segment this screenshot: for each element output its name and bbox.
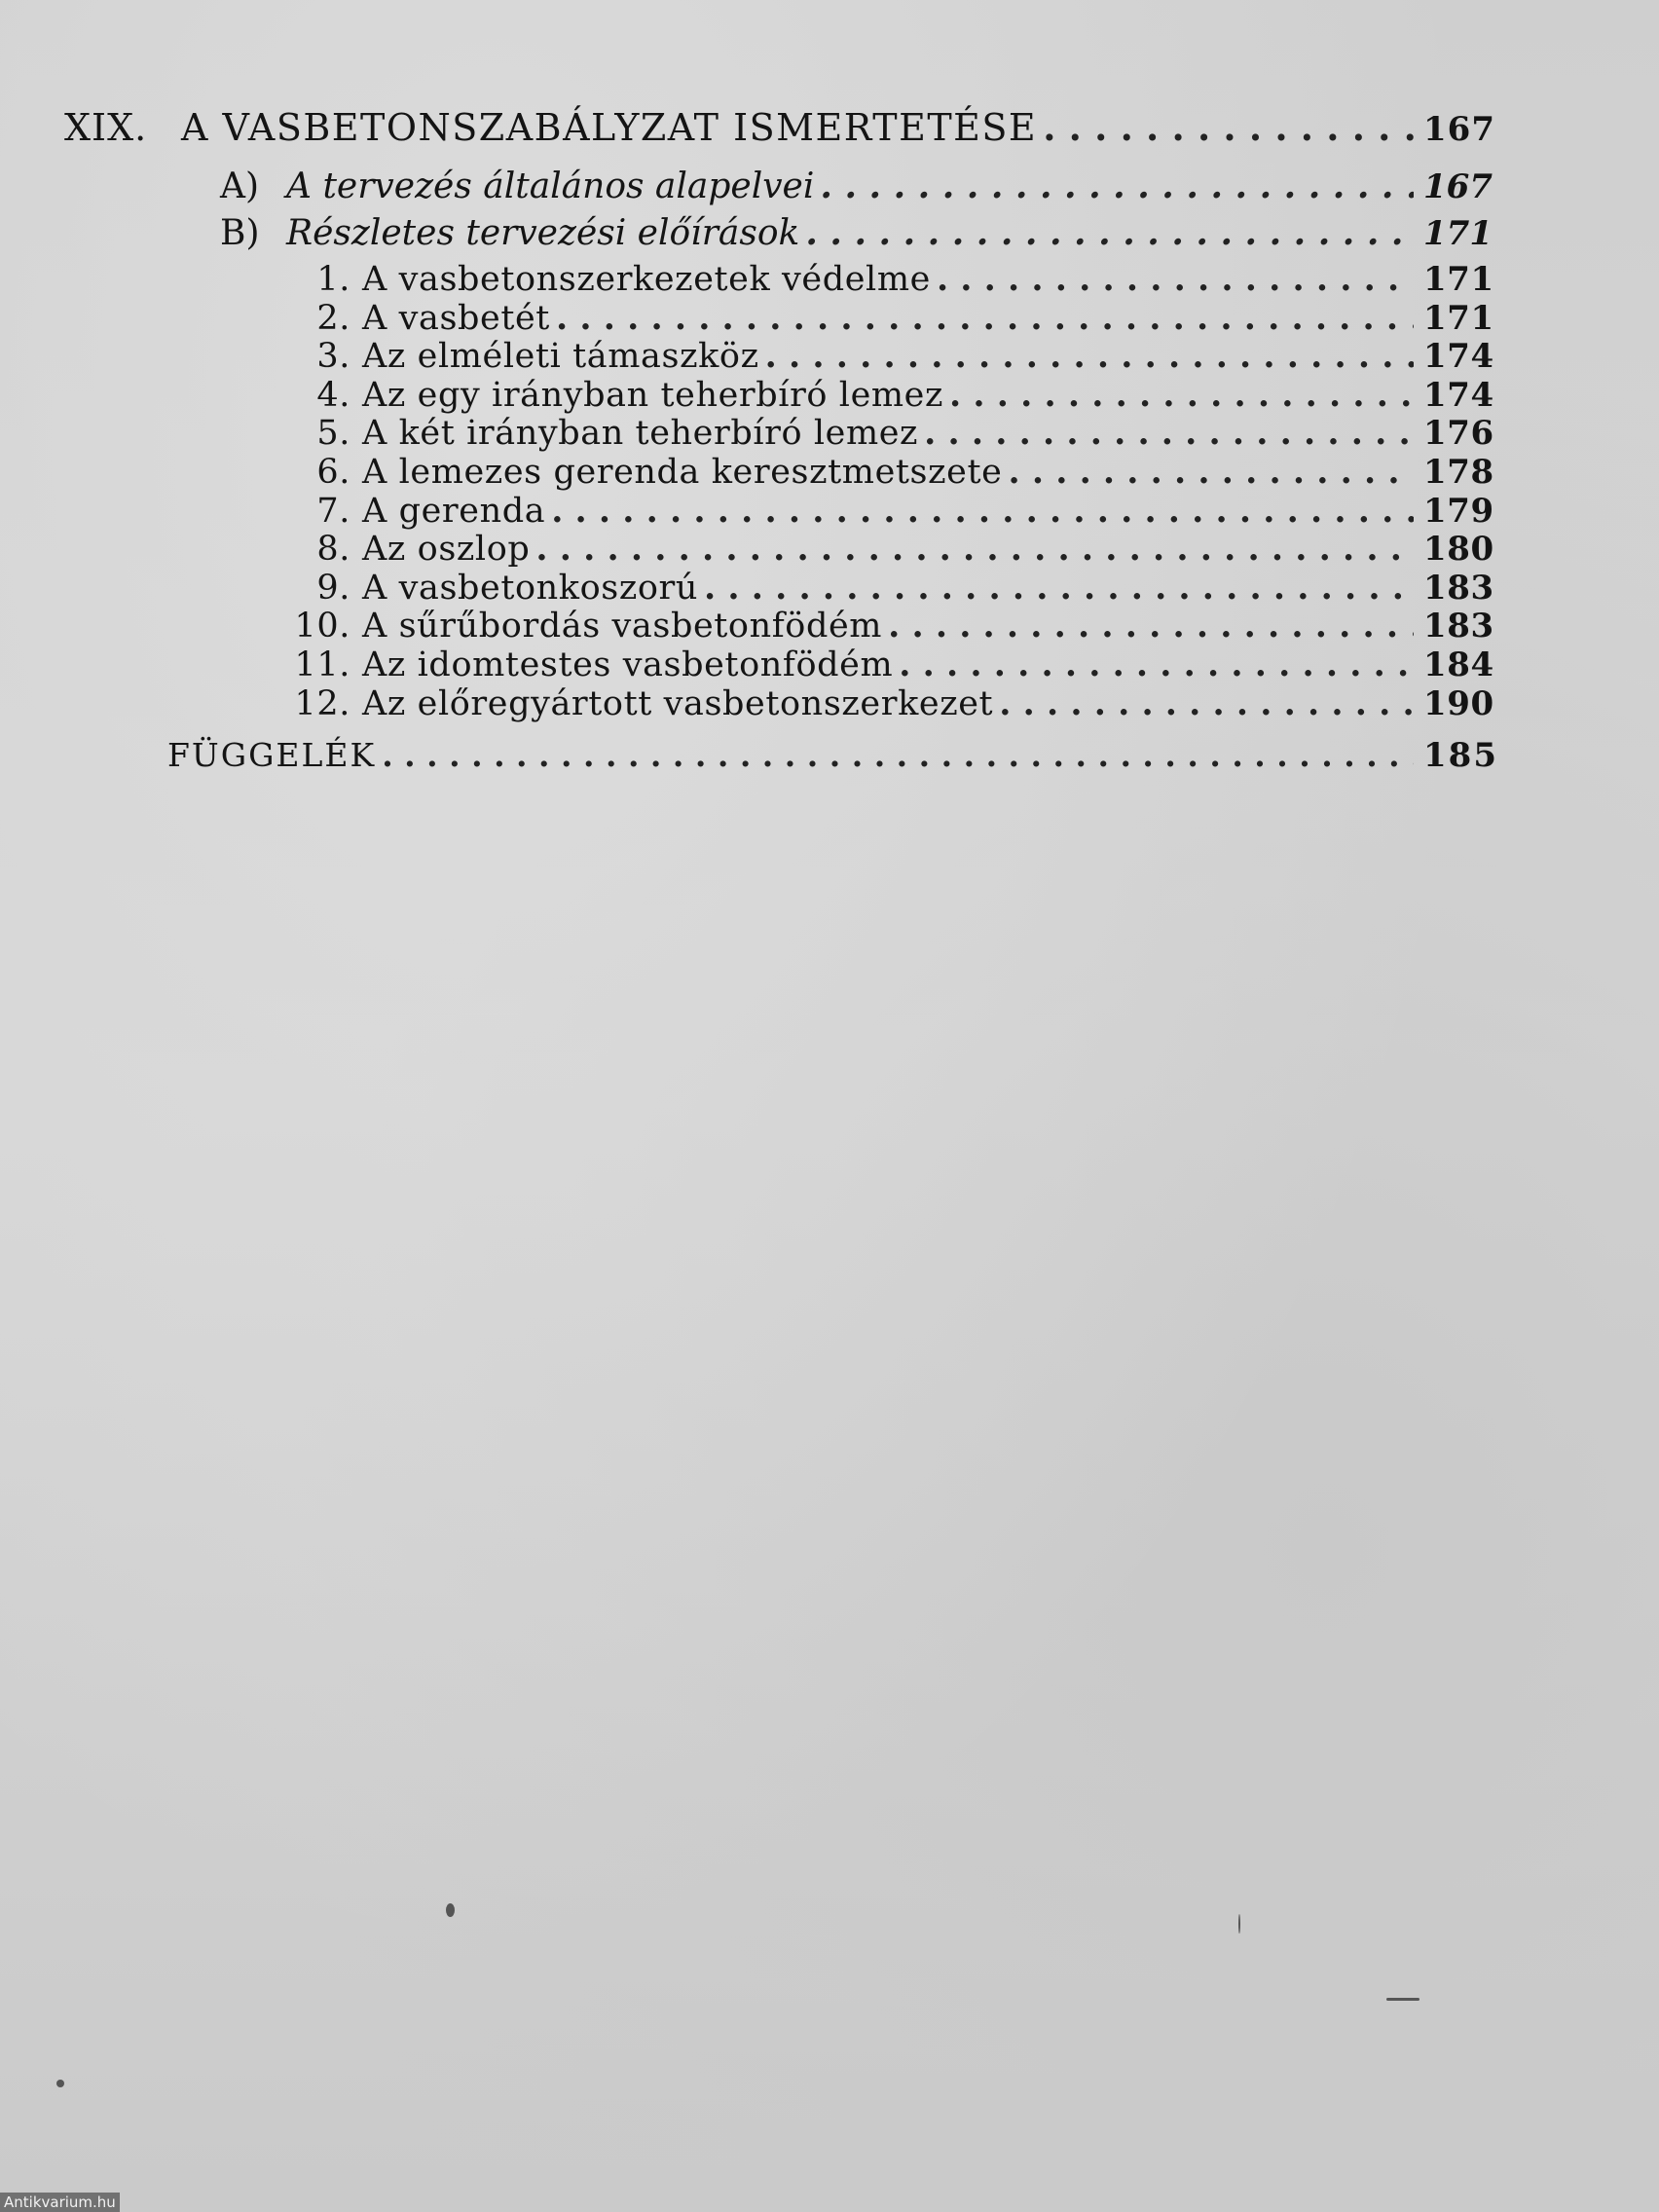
watermark: Antikvarium.hu [0, 2193, 120, 2212]
toc-item-row [282, 298, 1492, 338]
item-title: A vasbetonkoszorú [362, 568, 699, 608]
item-number: 5. [316, 414, 350, 454]
item-title: A lemezes gerenda keresztmetszete [362, 453, 1003, 492]
item-page: 174 [1423, 375, 1494, 415]
toc-item-row [282, 375, 1492, 415]
item-title: A gerenda [362, 491, 546, 531]
dot-leader [535, 529, 1414, 569]
item-page: 179 [1423, 491, 1494, 531]
item-page: 178 [1423, 453, 1494, 492]
item-page: 183 [1423, 568, 1494, 608]
item-page: 190 [1423, 683, 1494, 723]
toc-item-row [282, 259, 1492, 299]
toc-item-row [282, 645, 1492, 684]
item-title: A két irányban teherbíró lemez [362, 414, 919, 454]
toc-item-row [282, 568, 1492, 608]
item-number: 10. [294, 607, 350, 646]
paper-speck [56, 2080, 64, 2087]
toc-section-row-a [220, 166, 1492, 206]
dot-leader [556, 298, 1414, 338]
dot-leader [1008, 452, 1414, 492]
section-label: B) [220, 213, 260, 253]
section-page: 167 [1423, 167, 1493, 206]
dot-leader [820, 166, 1414, 206]
section-title: A tervezés általános alapelvei [286, 166, 815, 206]
item-title: Az előregyártott vasbetonszerkezet [362, 683, 994, 723]
dot-leader [937, 259, 1414, 299]
item-number: 1. [316, 260, 350, 299]
toc-item-row [282, 683, 1492, 723]
item-page: 171 [1423, 298, 1494, 338]
item-page: 176 [1423, 414, 1494, 454]
toc-section-row-b [220, 212, 1492, 253]
paper-speck [1238, 1914, 1240, 1934]
dot-leader [382, 736, 1414, 774]
item-number: 4. [316, 375, 350, 415]
item-number: 7. [316, 491, 350, 531]
dot-leader [924, 413, 1414, 453]
item-title: Az elméleti támaszköz [362, 337, 759, 377]
section-title: Részletes tervezési előírások [286, 213, 800, 253]
item-number: 9. [316, 568, 350, 608]
item-number: 6. [316, 453, 350, 492]
item-number: 2. [316, 298, 350, 338]
item-title: A sűrűbordás vasbetonfödém [362, 607, 883, 646]
toc-appendix-row [167, 736, 1498, 775]
toc-item-row [282, 413, 1492, 453]
toc-item-row [282, 452, 1492, 492]
item-number: 11. [294, 645, 350, 684]
section-label: A) [220, 166, 260, 206]
item-page: 183 [1423, 607, 1494, 646]
toc-item-row [282, 529, 1492, 569]
toc-item-row [282, 336, 1492, 376]
dot-leader [888, 606, 1414, 645]
dot-leader [1043, 105, 1414, 149]
dot-leader [899, 645, 1414, 684]
toc-item-row [282, 606, 1492, 645]
dot-leader [551, 491, 1414, 531]
paper-speck [446, 1903, 455, 1917]
dot-leader [805, 212, 1414, 253]
item-title: A vasbetonszerkezetek védelme [362, 260, 931, 299]
paper-speck [1386, 1998, 1419, 2001]
dot-leader [704, 568, 1414, 608]
item-title: Az egy irányban teherbíró lemez [362, 375, 944, 415]
dot-leader [765, 336, 1414, 376]
appendix-page: 185 [1423, 736, 1498, 775]
dot-leader [949, 375, 1414, 415]
toc-chapter-row [64, 105, 1495, 149]
chapter-page: 167 [1423, 110, 1495, 149]
item-title: Az idomtestes vasbetonfödém [362, 645, 894, 684]
appendix-title: FÜGGELÉK [167, 736, 377, 774]
item-page: 171 [1423, 260, 1494, 299]
item-number: 3. [316, 337, 350, 377]
toc-item-row [282, 491, 1492, 531]
item-title: A vasbetét [362, 298, 550, 338]
item-number: 8. [316, 530, 350, 570]
dot-leader [999, 683, 1414, 723]
item-title: Az oszlop [362, 530, 531, 570]
chapter-title: A VASBETONSZABÁLYZAT ISMERTETÉSE [181, 106, 1038, 149]
item-page: 174 [1423, 337, 1494, 377]
item-page: 184 [1423, 645, 1494, 684]
chapter-number: XIX. [64, 106, 148, 149]
item-number: 12. [294, 683, 350, 723]
section-page: 171 [1423, 214, 1493, 253]
item-page: 180 [1423, 530, 1494, 570]
